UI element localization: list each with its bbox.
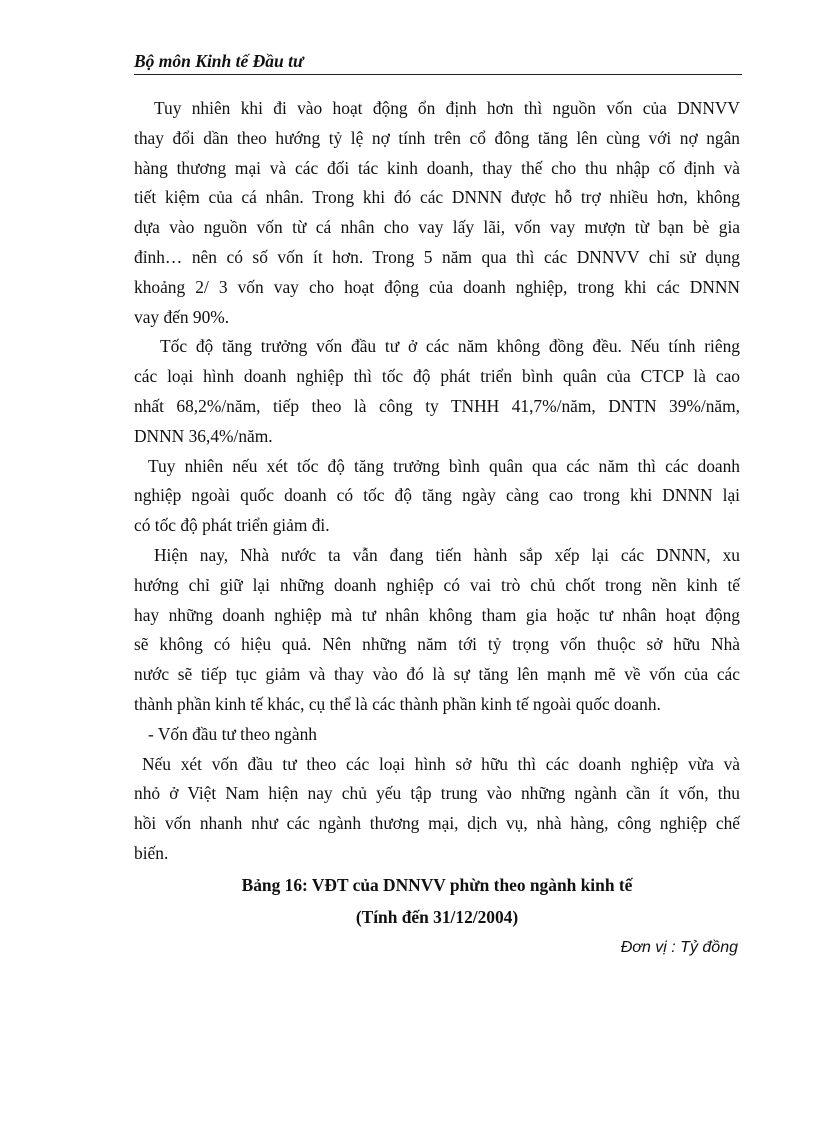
paragraph-6 xyxy=(134,750,740,869)
text-line: hàng thương mại và các đối tác kinh doanh, thay thế cho thu nhập cố định và xyxy=(134,157,740,178)
text-line: Tuy nhiên khi đi vào hoạt động ổn định hơn thì nguồn vốn của DNNVV xyxy=(154,98,740,118)
document-body xyxy=(134,94,740,963)
paragraph-4 xyxy=(134,541,740,720)
header-title: Bộ môn Kinh tế Đầu tư xyxy=(134,51,304,71)
text-line: DNNN 36,4%/năm. xyxy=(134,425,273,446)
table-caption: Bảng 16: VĐT của DNNVV phừn theo ngành kinh tế xyxy=(241,874,633,895)
text-line: thành phần kinh tế khác, cụ thể là các thành phần kinh tế ngoài quốc doanh. xyxy=(134,693,661,714)
paragraph-2 xyxy=(134,332,740,451)
text-line: Tuy nhiên nếu xét tốc độ tăng trưởng bình quân qua các năm thì các doanh xyxy=(148,455,740,476)
text-line: có tốc độ phát triển giảm đi. xyxy=(134,515,330,536)
text-line: - Vốn đầu tư theo ngành xyxy=(148,723,317,744)
text-line: thay đổi dần theo hướng tỷ lệ nợ tính trên cổ đông tăng lên cùng với nợ ngân xyxy=(134,127,740,148)
text-line: hướng chỉ giữ lại những doanh nghiệp có vai trò chủ chốt trong nền kinh tế xyxy=(134,574,740,595)
text-line: các loại hình doanh nghiệp thì tốc độ phát triển bình quân của CTCP là cao xyxy=(134,366,740,387)
paragraph-3 xyxy=(134,452,740,541)
text-line: biến. xyxy=(134,842,169,863)
table-caption-date: (Tính đến 31/12/2004) xyxy=(355,906,519,927)
text-line: hồi vốn nhanh như các ngành thương mại, dịch vụ, nhà hàng, công nghiệp chế xyxy=(134,813,740,834)
text-line: khoảng 2/ 3 vốn vay cho hoạt động của doanh nghiệp, trong khi các DNNN xyxy=(134,276,740,297)
text-line: Nếu xét vốn đầu tư theo các loại hình sở hữu thì các doanh nghiệp vừa và xyxy=(142,753,740,774)
text-line: đỉnh… nên có số vốn ít hơn. Trong 5 năm qua thì các DNNVV chỉ sử dụng xyxy=(134,246,740,267)
text-line: nước sẽ tiếp tục giảm và thay vào đó là sự tăng lên mạnh mẽ về vốn của các xyxy=(134,664,740,685)
text-line: vay đến 90%. xyxy=(134,306,230,327)
text-line: nhất 68,2%/năm, tiếp theo là công ty TNHH 41,7%/năm, DNTN 39%/năm, xyxy=(134,395,740,416)
text-line: nghiệp ngoài quốc doanh có tốc độ tăng ngày càng cao trong khi DNNN lại xyxy=(134,485,740,506)
paragraph-1 xyxy=(134,94,740,332)
text-line: tiết kiệm của cá nhân. Trong khi đó các DNNN được hỗ trợ nhiều hơn, không xyxy=(134,187,740,208)
text-line: hay những doanh nghiệp mà tư nhân không tham gia hoặc tư nhân hoạt động xyxy=(134,604,740,625)
text-line: sẽ không có hiệu quả. Nên những năm tới tỷ trọng vốn thuộc sở hữu Nhà xyxy=(134,634,740,655)
text-line: nhỏ ở Việt Nam hiện nay chủ yếu tập trung vào những ngành cần ít vốn, thu xyxy=(134,783,740,804)
table-unit: Đơn vị : Tỷ đồng xyxy=(620,938,738,956)
text-line: Hiện nay, Nhà nước ta vẫn đang tiến hành sắp xếp lại các DNNN, xu xyxy=(154,544,740,565)
text-line: Tốc độ tăng trưởng vốn đầu tư ở các năm không đồng đều. Nếu tính riêng xyxy=(160,336,740,357)
page-header xyxy=(134,50,742,75)
text-line: dựa vào nguồn vốn từ cá nhân cho vay lấy lãi, vốn vay mượn từ bạn bè gia xyxy=(134,217,740,238)
paragraph-5 xyxy=(134,720,740,750)
